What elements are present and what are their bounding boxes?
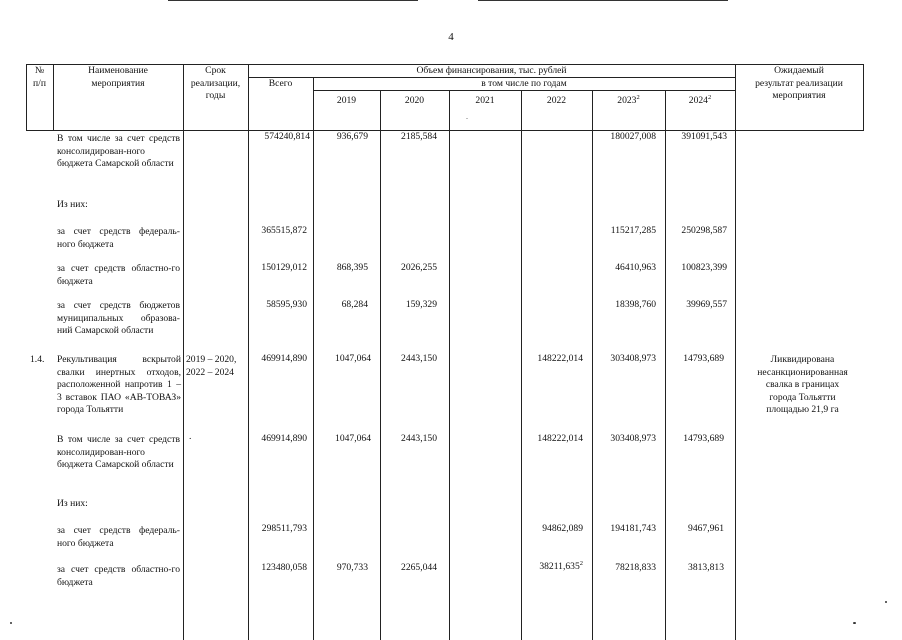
header-total: Всего — [268, 78, 293, 89]
cell-total: 365515,872 — [261, 225, 307, 236]
cell-2019: 868,395 — [336, 262, 368, 273]
cell-2024: 3813,813 — [688, 562, 724, 573]
row-name: за счет средств федераль-ного бюджета — [57, 226, 180, 250]
header-year-2024-footnote: 2 — [707, 94, 712, 101]
row-name: за счет средств областно-го бюджета — [57, 263, 180, 287]
header-year-2023-footnote: 2 — [636, 94, 640, 101]
header-year-2022: 2022 — [546, 95, 567, 106]
cell-2022-footnote: 2 — [579, 560, 583, 567]
cell-2019: 1047,064 — [335, 433, 371, 444]
header-year-2024: 2024$^2$ — [688, 94, 712, 106]
row-name: В том числе за счет средств консолидирован-ного бюджета Самарской области — [57, 133, 180, 169]
header-term: Срок реализации, годы — [190, 65, 241, 101]
cell-2022: 148222,014 — [537, 433, 583, 444]
header-by-year: в том числе по годам — [481, 78, 567, 89]
cell-2024: 100823,399 — [681, 262, 727, 273]
row-name: Рекультивация вскрытой свалки инертных отходов, расположенной напротив 1 – 3 вставок ПАО «АВ-ТОВАЗ» города Тольятти — [57, 354, 181, 415]
cell-2020: 2265,044 — [401, 562, 437, 573]
row-result: Ликвидирована несанкционированная свалка в границах города Тольятти площадью 21,9 га — [757, 354, 848, 415]
cell-2023: 46410,963 — [615, 262, 656, 273]
cell-total: 123480,058 — [261, 562, 307, 573]
cell-2023: 78218,833 — [615, 562, 656, 573]
cell-total: 574240,814 — [264, 131, 310, 142]
cell-2022: 148222,014 — [537, 353, 583, 364]
row-number: 1.4. — [30, 354, 45, 365]
cell-2024: 14793,689 — [683, 433, 724, 444]
row-name: за счет средств бюджетов муниципальных образова-ний Самарской области — [57, 300, 180, 336]
page-number: 4 — [448, 31, 454, 43]
cell-2022: 38211,635$^2$ — [539, 560, 583, 572]
row-name: Из них: — [57, 498, 88, 509]
cell-2020: 159,329 — [405, 299, 437, 310]
cell-2023: 180027,008 — [610, 131, 656, 142]
scan-speck — [853, 622, 856, 624]
cell-2023: 115217,285 — [610, 225, 656, 236]
cell-2020: 2443,150 — [401, 353, 437, 364]
header-year-2019: 2019 — [336, 95, 357, 106]
cell-total: 298511,793 — [261, 523, 307, 534]
cell-2019: 1047,064 — [335, 353, 371, 364]
top-rule-left — [168, 0, 418, 1]
cell-2020: 2185,584 — [401, 131, 437, 142]
scan-speck — [466, 118, 468, 119]
cell-total: 469914,890 — [261, 433, 307, 444]
scan-speck — [10, 622, 12, 624]
cell-2024: 391091,543 — [681, 131, 727, 142]
header-year-2023: 2023$^2$ — [617, 94, 640, 106]
header-funding: Объем финансирования, тыс. рублей — [416, 65, 567, 76]
cell-2019: 936,679 — [336, 131, 368, 142]
cell-2020: 2026,255 — [401, 262, 437, 273]
row-name: за счет средств областно-го бюджета — [57, 564, 180, 588]
header-name: Наименование мероприятия — [88, 65, 148, 89]
row-term: 2019 – 2020, 2022 – 2024 — [186, 354, 237, 378]
row-name: Из них: — [57, 199, 88, 210]
row-name: за счет средств федераль-ного бюджета — [57, 525, 180, 549]
header-year-2021: 2021 — [475, 95, 495, 106]
header-result: Ожидаемый результат реализации мероприятия — [755, 65, 843, 101]
cell-total: 469914,890 — [261, 353, 307, 364]
cell-2023: 303408,973 — [610, 433, 656, 444]
row-term: . — [189, 431, 192, 442]
cell-2024: 14793,689 — [683, 353, 724, 364]
cell-2024: 9467,961 — [688, 523, 724, 534]
cell-2023: 194181,743 — [610, 523, 656, 534]
header-year-2020: 2020 — [404, 95, 425, 106]
cell-2019: 68,284 — [341, 299, 368, 310]
scan-speck — [885, 601, 887, 603]
cell-2023: 18398,760 — [615, 299, 656, 310]
cell-2022: 94862,089 — [542, 523, 583, 534]
row-name: В том числе за счет средств консолидирован-ного бюджета Самарской области — [57, 434, 180, 470]
top-rule-right — [478, 0, 728, 1]
cell-total: 58595,930 — [266, 299, 307, 310]
cell-2023: 303408,973 — [610, 353, 656, 364]
header-num: № п/п — [33, 65, 46, 89]
cell-2019: 970,733 — [336, 562, 368, 573]
cell-2024: 39969,557 — [686, 299, 727, 310]
cell-total: 150129,012 — [261, 262, 307, 273]
cell-2020: 2443,150 — [401, 433, 437, 444]
cell-2024: 250298,587 — [681, 225, 727, 236]
